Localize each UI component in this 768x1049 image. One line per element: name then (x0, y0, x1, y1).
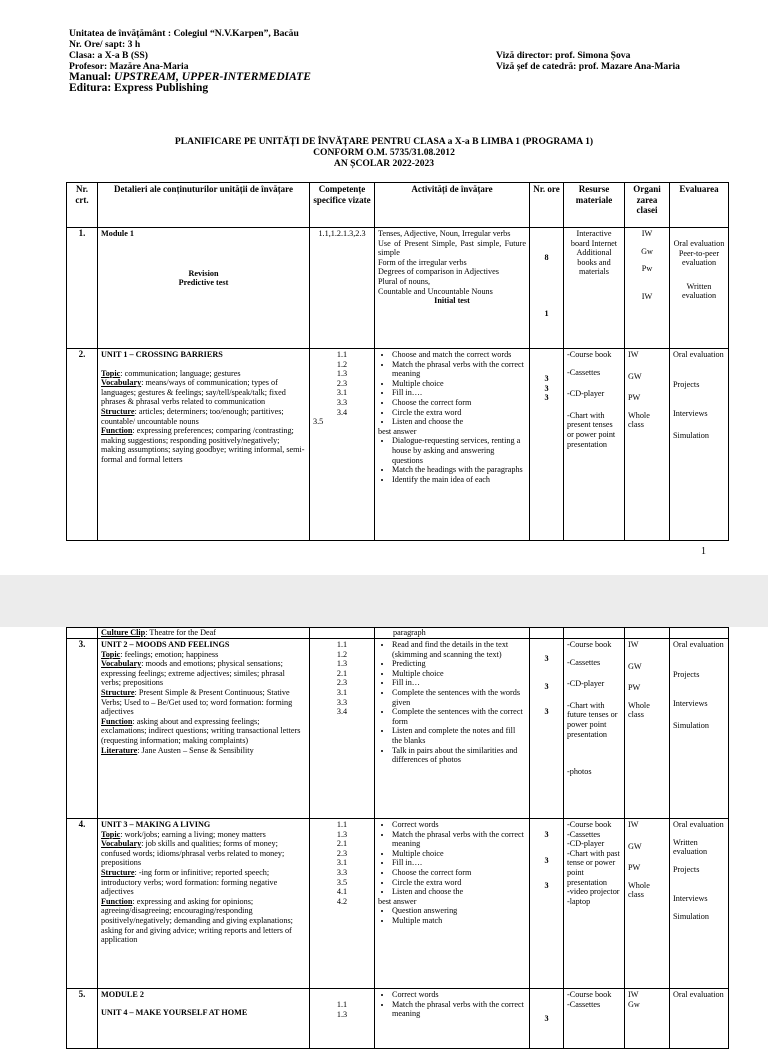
director-visa: Viză director: prof. Simona Șova (496, 50, 631, 61)
manual-title: UPSTREAM, UPPER-INTERMEDIATE (114, 71, 311, 83)
col-organization: Organi zarea clasei (625, 183, 670, 228)
col-evaluation: Evaluarea (670, 183, 729, 228)
class-name: Clasa: a X-a B (SS) (69, 50, 148, 61)
planning-table-page1 (66, 182, 729, 541)
table-row: 1. Module 1 Revision Predictive test 1.1,1.2.1.3,2.3 Tenses, Adjective, Noun, Irregular verbs Use of Present Simple, Past simple, Future simple Form of the irregular verbs Degrees of comparison in Adjectives Plural of nouns, Countable and Uncountable Nouns Initial test 8 1 Interactive board Internet Additional books and materials IW Gw Pw IW Oral evaluation Peer-to-peer evaluation Written evaluation (67, 228, 729, 349)
school-name: Unitatea de învățământ : Colegiul “N.V.Karpen”, Bacău (69, 28, 299, 39)
col-resources: Resurse materiale (564, 183, 625, 228)
manual-line: Manual: UPSTREAM, UPPER-INTERMEDIATE (69, 71, 311, 83)
page-number: 1 (701, 546, 706, 557)
col-activities: Activități de învățare (375, 183, 530, 228)
col-hours: Nr. ore (530, 183, 564, 228)
table-row: 3. UNIT 2 – MOODS AND FEELINGS Topic: feelings; emotion; happiness Vocabulary: moods and emotions; physical sensations; expressing feelings; extreme adjectives; similes; phrasal verbs; prepositions Structure: Present Simple & Present Continuous; Stative Verbs; Used to – Be/Get used to; word formation: forming adjectives Function: asking about and expressing feelings; exclamations; indirect questions; writing transactional letters (requesting information; making complaints) Literature: Jane Austen – Sense & Sensibility 1.1 1.2 1.3 2.1 2.3 3.1 3.3 3.4 • Read and find the details in the text (skimming and scanning the text) • Predicting • Multiple choice • Fill in… • Complete the sentences with the words given • Complete the sentences with the correct form • Listen and complete the notes and fill the blanks • Talk in pairs about the similarities and differences of photos 3 3 3 -Course book -Cassettes -CD-player -Chart with future tenses or power point presentation -photos IW GW PW Whole class Oral evaluation Projects Interviews Simulation (67, 639, 729, 819)
unit-title: UNIT 2 – MOODS AND FEELINGS (101, 640, 230, 649)
header-left (69, 28, 311, 94)
table-row: 4. UNIT 3 – MAKING A LIVING Topic: work/jobs; earning a living; money matters Vocabulary: job skills and qualities; forms of money; confused words; idioms/phrasal verbs related to money; prepositions Structure: -ing form or infinitive; reported speech; introductory verbs; word formation: forming negative adjectives Function: expressing and asking for opinions; agreeing/disagreeing; encouraging/responding positively/negatively; demanding and giving explanations; asking for and giving advice; writing reports and letters of application 1.1 1.3 2.1 2.3 3.1 3.3 3.5 4.1 4.2 • Correct words • Match the phrasal verbs with the correct meaning • Multiple choice • Fill in…. • Choose the correct form • Circle the extra word • Listen and choose the best answer • Question answering • Multiple match 3 3 3 -Course book -Cassettes -CD-player -Chart with past tense or power point presentation -video projector -laptop IW GW PW Whole class Oral evaluation Written evaluation Projects Interviews Simulation (67, 819, 729, 989)
planning-table-page2 (66, 627, 729, 1049)
table-row: 5. MODULE 2 UNIT 4 – MAKE YOURSELF AT HOME 1.1 1.3 • Correct words • Match the phrasal verbs with the correct meaning 3 -Course book -Cassettes IW Gw Oral evaluation (67, 989, 729, 1049)
unit-title: UNIT 1 – CROSSING BARRIERS (101, 350, 223, 359)
table-row: Culture Clip: Theatre for the Deaf paragraph (67, 628, 729, 639)
unit-title: UNIT 3 – MAKING A LIVING (101, 820, 211, 829)
page-gap (0, 575, 768, 627)
head-visa: Viză șef de catedră: prof. Mazare Ana-Maria (496, 61, 680, 72)
module-title: MODULE 2 (101, 990, 144, 999)
table-header-row (67, 183, 729, 228)
header-right (496, 50, 680, 72)
document-title: PLANIFICARE PE UNITĂȚI DE ÎNVĂȚARE PENTRU CLASA a X-a B LIMBA 1 (PROGRAMA 1) CONFORM O.M. 5735/31.08.2012 AN ȘCOLAR 2022-2023 (174, 136, 594, 169)
unit-title: UNIT 4 – MAKE YOURSELF AT HOME (101, 1007, 248, 1017)
publisher: Editura: Express Publishing (69, 82, 209, 94)
col-details: Detalieri ale conținuturilor unității de învățare (98, 183, 310, 228)
module-title: Module 1 (101, 229, 134, 238)
page-2 (0, 627, 768, 1024)
hours-per-week: Nr. Ore/ sapt: 3 h (69, 39, 141, 50)
col-competences: Competențe specifice vizate (310, 183, 375, 228)
col-nr: Nr. crt. (67, 183, 98, 228)
teacher-name: Profesor: Mazăre Ana-Maria (69, 61, 189, 72)
table-row: 2. UNIT 1 – CROSSING BARRIERS Topic: communication; language; gestures Vocabulary: means/ways of communication; types of languages; gestures & feelings; say/tell/speak/talk; fixed phrases & phrasal verbs related to communication Structure: articles; determiners; too/enough; partitives; countable/ uncountable nouns Function: expressing preferences; comparing /contrasting; making suggestions; responding positively/negatively; making assumptions; saying goodbye; writing informal, semi-formal and formal letters 1.1 1.2 1.3 2.3 3.1 3.3 3.4 3.5 • Choose and match the correct words • Match the phrasal verbs with the correct meaning • Multiple choice • Fill in…. • Choose the correct form • Circle the extra word • Listen and choose the best answer • Dialogue-requesting services, renting a house by asking and answering questions • Match the headings with the paragraphs • Identify the main idea of each 3 3 3 -Course book -Cassettes -CD-player -Chart with present tenses or power point presentation IW GW PW Whole class Oral evaluation Projects Interviews Simulation (67, 349, 729, 541)
